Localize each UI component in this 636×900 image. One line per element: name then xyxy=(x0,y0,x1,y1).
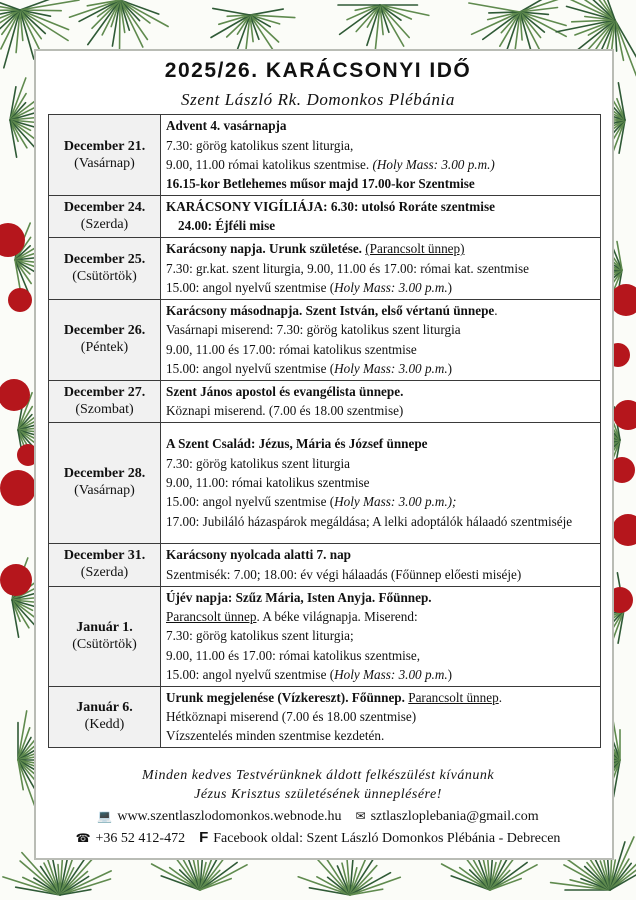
event-text: 7.30: görög katolikus szent liturgia; xyxy=(166,628,354,644)
event-line xyxy=(166,382,596,401)
date-cell xyxy=(49,543,161,586)
event-line xyxy=(166,565,596,584)
weekday-label: (Szerda) xyxy=(80,216,129,232)
pine-needle xyxy=(120,0,147,40)
event-text: 9.00, 11.00: római katolikus szentmise xyxy=(166,474,370,490)
contact-row-web xyxy=(0,809,636,825)
pine-needle xyxy=(520,0,572,12)
event-line xyxy=(166,197,596,216)
event-line xyxy=(166,492,596,511)
event-line xyxy=(166,174,596,193)
event-cell xyxy=(161,380,601,422)
phone-number[interactable]: +36 52 412-472 xyxy=(95,831,186,846)
parish-name: Szent László Rk. Domonkos Plébánia xyxy=(181,90,455,109)
event-cell xyxy=(161,586,601,686)
event-text: Vízszentelés minden szentmise kezdetén. xyxy=(166,728,385,744)
telephone-icon: ☎ xyxy=(75,831,91,845)
red-berry xyxy=(0,379,30,411)
event-text: Parancsolt ünnep xyxy=(408,689,499,705)
pine-needle xyxy=(615,20,636,59)
weekday-label: (Csütörtök) xyxy=(72,268,137,284)
event-text: (Parancsolt ünnep) xyxy=(365,241,465,257)
weekday-label: (Péntek) xyxy=(80,340,129,356)
event-text: Holy Mass: 3.00 p.m.); xyxy=(334,494,457,510)
event-line xyxy=(166,665,596,684)
event-text: 15.00: angol nyelvű szentmise ( xyxy=(166,280,335,296)
event-text: Köznapi miserend. (7.00 és 18.00 szentmise) xyxy=(166,403,404,419)
pine-needle xyxy=(88,0,120,45)
weekday-label: (Csütörtök) xyxy=(72,636,137,652)
event-line xyxy=(166,512,596,531)
event-line xyxy=(166,136,596,155)
date-cell xyxy=(49,586,161,686)
computer-icon: 💻 xyxy=(97,809,113,823)
pine-needle xyxy=(469,3,520,12)
contact-row-phone xyxy=(0,829,636,847)
event-line xyxy=(166,473,596,492)
schedule-row xyxy=(49,380,601,422)
red-berry xyxy=(613,400,636,430)
facebook-link[interactable]: Facebook oldal: Szent László Domonkos Plébánia - Debrecen xyxy=(213,831,561,846)
event-line xyxy=(166,454,596,473)
schedule-row xyxy=(49,115,601,196)
closing-line-1: Minden kedves Testvérünknek áldott felkészülést kívánunk xyxy=(141,768,495,783)
page-title: 2025/26. KARÁCSONYI IDŐ xyxy=(164,59,472,82)
event-text: . xyxy=(494,303,498,318)
date-label: December 31. xyxy=(63,548,146,564)
event-line xyxy=(166,434,596,453)
event-line xyxy=(166,259,596,278)
event-cell xyxy=(161,115,601,196)
event-text: 9.00, 11.00 és 17.00: római katolikus szentmise xyxy=(166,341,417,357)
event-text: Holy Mass: 3.00 p.m. xyxy=(334,667,448,683)
date-label: Január 1. xyxy=(76,619,133,635)
event-line xyxy=(166,607,596,626)
event-text: Karácsony napja. Urunk születése. xyxy=(166,241,366,257)
schedule-row xyxy=(49,196,601,238)
pine-needle xyxy=(213,8,250,15)
pine-needle xyxy=(20,0,79,10)
schedule-row xyxy=(49,422,601,543)
weekday-label: (Szerda) xyxy=(80,565,129,581)
event-line xyxy=(166,359,596,378)
event-line xyxy=(166,401,596,420)
facebook-icon: F xyxy=(199,829,209,846)
event-text: Holy Mass: 3.00 p.m. xyxy=(334,280,448,296)
date-cell xyxy=(49,422,161,543)
event-text: ) xyxy=(447,361,453,377)
red-berry xyxy=(0,564,32,596)
event-text: ) xyxy=(447,667,453,683)
date-label: December 21. xyxy=(63,138,146,154)
event-line xyxy=(166,545,596,564)
red-berry xyxy=(612,514,636,546)
event-cell xyxy=(161,422,601,543)
event-text: A Szent Család: Jézus, Mária és József ünnepe xyxy=(166,436,428,452)
event-line xyxy=(166,588,596,607)
schedule-row xyxy=(49,237,601,299)
event-cell xyxy=(161,196,601,238)
event-text: 9.00, 11.00 és 17.00: római katolikus szentmise, xyxy=(166,647,421,663)
event-text: Hétköznapi miserend (7.00 és 18.00 szentmise) xyxy=(166,709,417,725)
date-cell xyxy=(49,686,161,747)
pine-needle xyxy=(120,0,121,53)
schedule-row xyxy=(49,686,601,747)
event-text: 7.30: görög katolikus szent liturgia xyxy=(166,455,350,471)
event-line xyxy=(166,301,596,320)
event-text: 7.30: görög katolikus szent liturgia, xyxy=(166,137,354,153)
event-cell xyxy=(161,237,601,299)
date-label: December 26. xyxy=(63,323,146,339)
event-text: Karácsony nyolcada alatti 7. nap xyxy=(166,547,352,563)
event-line xyxy=(166,239,596,258)
event-text: 15.00: angol nyelvű szentmise ( xyxy=(166,494,335,510)
schedule-table xyxy=(48,114,601,748)
event-text: Urunk megjelenése (Vízkereszt). Főünnep. xyxy=(166,689,405,705)
schedule-row xyxy=(49,299,601,380)
date-label: December 28. xyxy=(63,466,146,482)
date-cell xyxy=(49,115,161,196)
event-line xyxy=(166,646,596,665)
weekday-label: (Vasárnap) xyxy=(74,155,135,171)
event-line xyxy=(166,216,596,235)
pine-needle xyxy=(250,9,283,15)
event-text: 15.00: angol nyelvű szentmise ( xyxy=(166,361,335,377)
event-cell xyxy=(161,686,601,747)
event-text: Advent 4. vasárnapja xyxy=(166,118,287,134)
date-cell xyxy=(49,299,161,380)
event-text: KARÁCSONY VIGÍLIÁJA: 6.30: utolsó Roráte szentmise xyxy=(166,199,495,214)
date-cell xyxy=(49,237,161,299)
pine-needle xyxy=(120,0,150,23)
pine-needle xyxy=(489,12,520,13)
weekday-label: (Vasárnap) xyxy=(74,483,135,499)
date-label: December 25. xyxy=(63,251,146,267)
date-label: Január 6. xyxy=(76,700,133,716)
event-line xyxy=(166,707,596,726)
date-cell xyxy=(49,196,161,238)
event-text: . xyxy=(498,689,502,705)
event-text: 15.00: angol nyelvű szentmise ( xyxy=(166,667,335,683)
schedule-row xyxy=(49,543,601,586)
event-text: . A béke világnapja. Miserend: xyxy=(256,609,418,625)
event-text: Parancsolt ünnep xyxy=(166,609,257,625)
event-line xyxy=(166,340,596,359)
event-text: Szentmisék: 7.00; 18.00: év végi hálaadás (Főünnep előesti miséje) xyxy=(166,566,522,582)
event-text: Holy Mass: 3.00 p.m. xyxy=(334,361,448,377)
event-line xyxy=(166,726,596,745)
event-text: Újév napja: Szűz Mária, Isten Anyja. Főünnep. xyxy=(166,589,432,605)
event-line xyxy=(166,626,596,645)
event-text: Karácsony másodnapja. Szent István, első vértanú ünnepe xyxy=(166,303,495,318)
event-text: Vasárnapi miserend: 7.30: görög katolikus szent liturgia xyxy=(166,322,461,338)
event-line xyxy=(166,116,596,135)
event-line xyxy=(166,278,596,297)
event-text: 7.30: gr.kat. szent liturgia, 9.00, 11.00 és 17.00: római kat. szentmise xyxy=(166,260,529,276)
weekday-label: (Szombat) xyxy=(75,401,134,417)
event-line xyxy=(166,320,596,339)
event-text: 17.00: Jubiláló házaspárok megáldása; A lelki adoptálók hálaadó szentmiséje xyxy=(166,513,573,529)
website-link[interactable]: www.szentlaszlodomonkos.webnode.hu xyxy=(117,809,342,824)
date-label: December 24. xyxy=(63,199,146,215)
closing-line-2: Jézus Krisztus születésének ünneplésére! xyxy=(194,787,442,802)
red-berry xyxy=(0,470,36,506)
event-text: ) xyxy=(447,280,453,296)
event-text: 9.00, 11.00 római katolikus szentmise. xyxy=(166,157,373,172)
red-berry xyxy=(8,288,32,312)
event-text: 16.15-kor Betlehemes műsor majd 17.00-kor Szentmise xyxy=(166,176,475,192)
schedule-row xyxy=(49,586,601,686)
event-text: (Holy Mass: 3.00 p.m.) xyxy=(372,157,495,172)
event-cell xyxy=(161,543,601,586)
event-cell xyxy=(161,299,601,380)
weekday-label: (Kedd) xyxy=(84,717,125,733)
event-text: 24.00: Éjféli mise xyxy=(178,218,276,234)
date-cell xyxy=(49,380,161,422)
closing-greeting xyxy=(0,766,636,804)
event-line xyxy=(166,688,596,707)
event-line xyxy=(166,155,596,174)
envelope-icon: ✉ xyxy=(355,809,366,823)
date-label: December 27. xyxy=(63,384,146,400)
event-text: Szent János apostol és evangélista ünnepe. xyxy=(166,383,404,399)
email-link[interactable]: sztlaszloplebania@gmail.com xyxy=(370,809,539,824)
